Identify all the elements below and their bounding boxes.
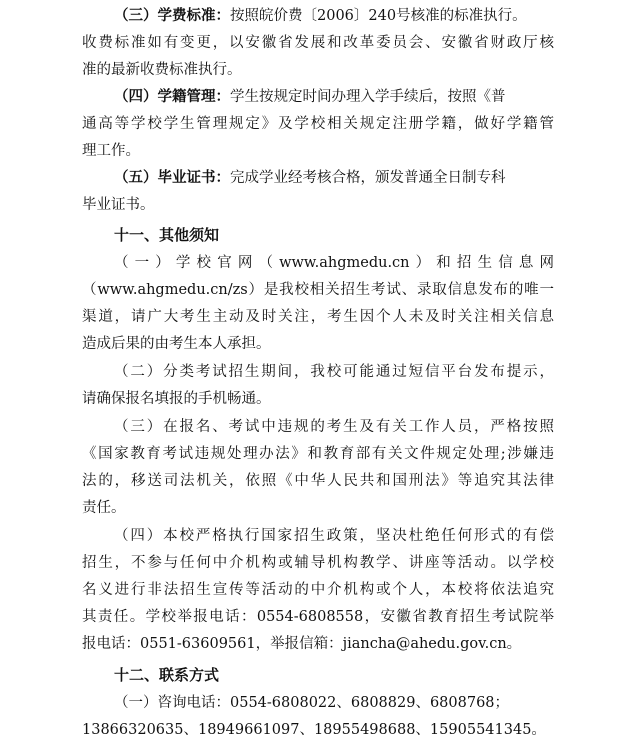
notice-2-line-2: 请确保报名填报的手机畅通。 xyxy=(82,391,271,407)
notice-1-line-1: （一）学校官网（www.ahgmedu.cn）和招生信息网 xyxy=(114,255,554,271)
contact-1-line-1: （一）咨询电话：0554-6808022、6808829、6808768； xyxy=(114,695,510,711)
notice-3-line-1: （三）在报名、考试中违规的考生及有关工作人员，严格按照 xyxy=(114,419,554,435)
notice-4-line-4: 其责任。学校举报电话：0554-6808558，安徽省教育招生考试院举 xyxy=(82,609,554,625)
certificate-line-2: 毕业证书。 xyxy=(82,197,155,213)
notice-4-line-2: 招生，不参与任何中介机构或辅导机构教学、讲座等活动。以学校 xyxy=(82,555,554,571)
registry-label: （四）学籍管理： xyxy=(114,89,230,105)
registry-line-3: 理工作。 xyxy=(82,143,140,159)
tuition-line-3: 准的最新收费标准执行。 xyxy=(82,62,242,78)
section-12-heading: 十二、联系方式 xyxy=(114,666,220,684)
notice-3-line-2: 《国家教育考试违规处理办法》和教育部有关文件规定处理;涉嫌违 xyxy=(82,446,554,462)
notice-1-line-3: 渠道，请广大考生主动及时关注，考生因个人未及时关注相关信息 xyxy=(82,309,554,325)
notice-1-line-4: 造成后果的由考生本人承担。 xyxy=(82,336,271,352)
notice-2-line-1: （二）分类考试招生期间，我校可能通过短信平台发布提示， xyxy=(114,364,554,380)
tuition-label: （三）学费标准： xyxy=(114,8,230,24)
notice-3-line-4: 责任。 xyxy=(82,500,126,516)
certificate-label: （五）毕业证书： xyxy=(114,170,230,186)
notice-3-line-3: 法的，移送司法机关，依照《中华人民共和国刑法》等追究其法律 xyxy=(82,473,554,489)
registry-line-2: 通高等学校学生管理规定》及学校相关规定注册学籍，做好学籍管 xyxy=(82,116,554,132)
notice-4-line-5: 报电话：0551-63609561，举报信箱：jiancha@ahedu.gov.cn。 xyxy=(82,636,522,652)
notice-4-line-1: （四）本校严格执行国家招生政策，坚决杜绝任何形式的有偿 xyxy=(114,528,554,544)
notice-1-line-2: （www.ahgmedu.cn/zs）是我校相关招生考试、录取信息发布的唯一 xyxy=(82,282,554,298)
tuition-line-2: 收费标准如有变更，以安徽省发展和改革委员会、安徽省财政厅核 xyxy=(82,35,554,51)
tuition-line-1: （三）学费标准：按照皖价费〔2006〕240号核准的标准执行。 xyxy=(114,8,527,24)
certificate-line-1: （五）毕业证书：完成学业经考核合格，颁发普通全日制专科 xyxy=(114,170,506,186)
notice-4-line-3: 名义进行非法招生宣传等活动的中介机构或个人，本校将依法追究 xyxy=(82,582,554,598)
contact-1-line-2: 13866320635、18949661097、18955498688、15905541345。 xyxy=(82,722,546,738)
registry-line-1: （四）学籍管理：学生按规定时间办理入学手续后，按照《普 xyxy=(114,89,506,105)
section-11-heading: 十一、其他须知 xyxy=(114,226,220,244)
